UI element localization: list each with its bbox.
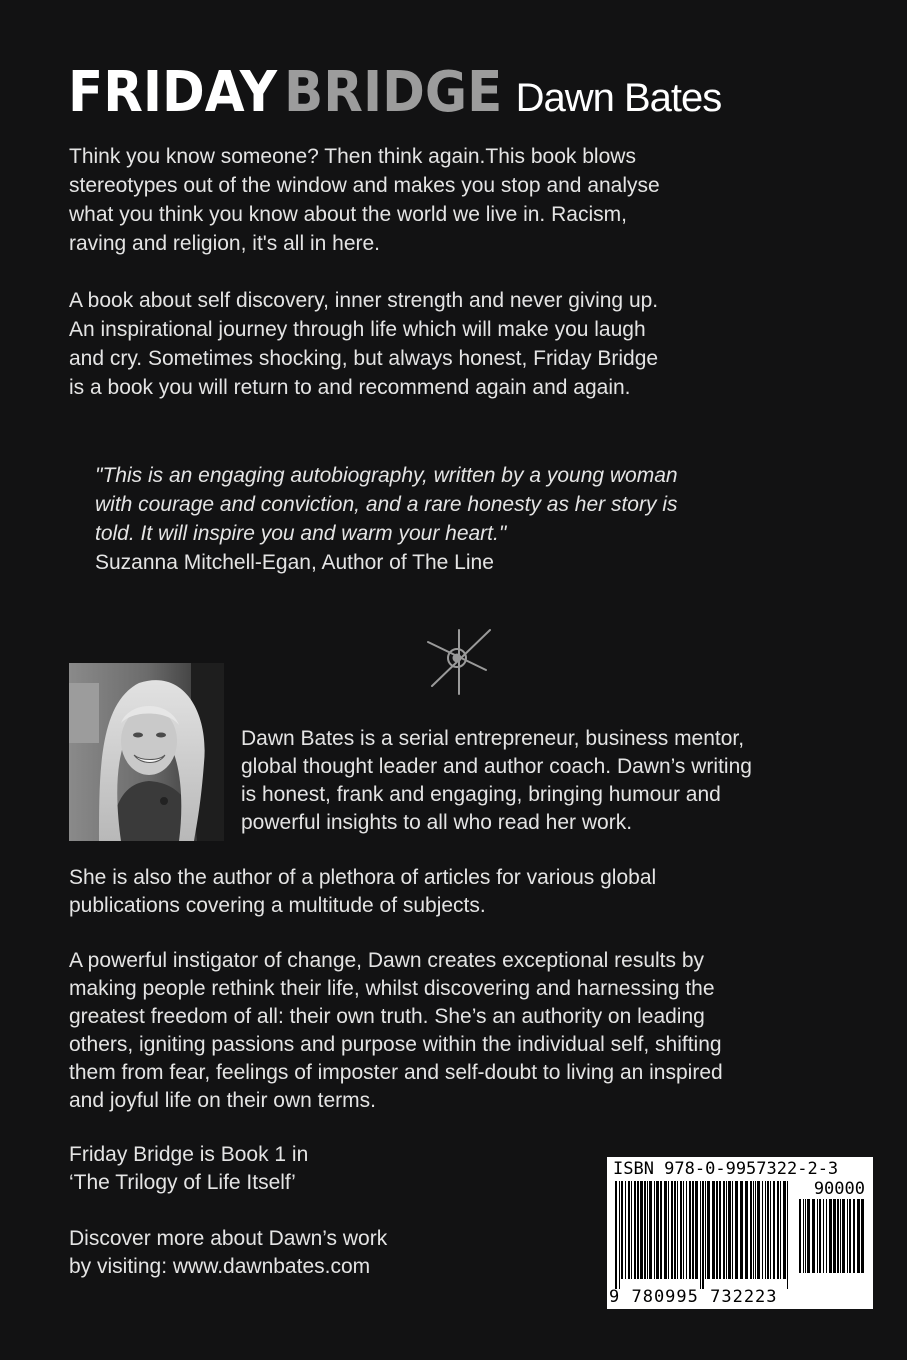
text-line: greatest freedom of all: their own truth. She’s an authority on leading (69, 1005, 705, 1028)
isbn-barcode (607, 1157, 873, 1309)
crossed-circle-emblem-icon (424, 626, 494, 696)
text-line: A powerful instigator of change, Dawn creates exceptional results by (69, 949, 705, 972)
text-line: "This is an engaging autobiography, written by a young woman (95, 464, 678, 487)
website-info (69, 1225, 489, 1281)
book-title (68, 60, 721, 130)
text-line: what you think you know about the world we live in. Racism, (69, 203, 627, 226)
text-line: told. It will inspire you and warm your heart." (95, 522, 507, 545)
addon-barcode-bars (797, 1199, 867, 1305)
text-line: An inspirational journey through life which will make you laugh (69, 318, 646, 341)
testimonial-quote (95, 461, 795, 548)
text-line: Dawn Bates is a serial entrepreneur, business mentor, (241, 727, 745, 750)
isbn-label: ISBN 978-0-9957322-2-3 (613, 1159, 839, 1179)
text-line: stereotypes out of the window and makes you stop and analyse (69, 174, 660, 197)
text-line: She is also the author of a plethora of articles for various global (69, 866, 657, 889)
ean-barcode-bars (613, 1181, 791, 1289)
text-line: A book about self discovery, inner strength and never giving up. (69, 289, 659, 312)
blurb-paragraph-1 (69, 142, 809, 258)
text-line: powerful insights to all who read her work. (241, 811, 633, 834)
text-line: is a book you will return to and recommend again and again. (69, 376, 631, 399)
bio-paragraph-3 (69, 947, 809, 1115)
text-line: publications covering a multitude of subjects. (69, 894, 486, 917)
title-bridge: BRIDGE (284, 60, 503, 125)
text-line: them from fear, feelings of imposter and self-doubt to living an inspired (69, 1061, 723, 1084)
text-line: Discover more about Dawn’s work (69, 1227, 388, 1250)
bio-paragraph-2 (69, 864, 809, 920)
text-line: Think you know someone? Then think again.This book blows (69, 145, 636, 168)
testimonial-attribution: Suzanna Mitchell-Egan, Author of The Line (95, 551, 494, 574)
text-line: with courage and conviction, and a rare honesty as her story is (95, 493, 678, 516)
text-line: Friday Bridge is Book 1 in (69, 1143, 309, 1166)
title-friday: FRIDAY (68, 60, 278, 125)
text-line: global thought leader and author coach. Dawn’s writing (241, 755, 752, 778)
text-line: and joyful life on their own terms. (69, 1089, 376, 1112)
text-line: is honest, frank and engaging, bringing humour and (241, 783, 721, 806)
text-line: and cry. Sometimes shocking, but always honest, Friday Bridge (69, 347, 659, 370)
bio-intro (241, 725, 841, 837)
barcode-ean-digits: 9 780995 732223 (609, 1287, 778, 1307)
text-line: ‘The Trilogy of Life Itself’ (69, 1171, 296, 1194)
author-portrait-photo (69, 663, 224, 841)
text-line: raving and religion, it's all in here. (69, 232, 381, 255)
blurb-paragraph-2 (69, 286, 809, 402)
barcode-addon-digits: 90000 (813, 1179, 865, 1199)
series-info (69, 1141, 489, 1197)
text-line: by visiting: www.dawnbates.com (69, 1255, 371, 1278)
text-line: making people rethink their life, whilst discovering and harnessing the (69, 977, 715, 1000)
title-author-name: Dawn Bates (515, 76, 722, 120)
text-line: others, igniting passions and purpose within the individual self, shifting (69, 1033, 722, 1056)
